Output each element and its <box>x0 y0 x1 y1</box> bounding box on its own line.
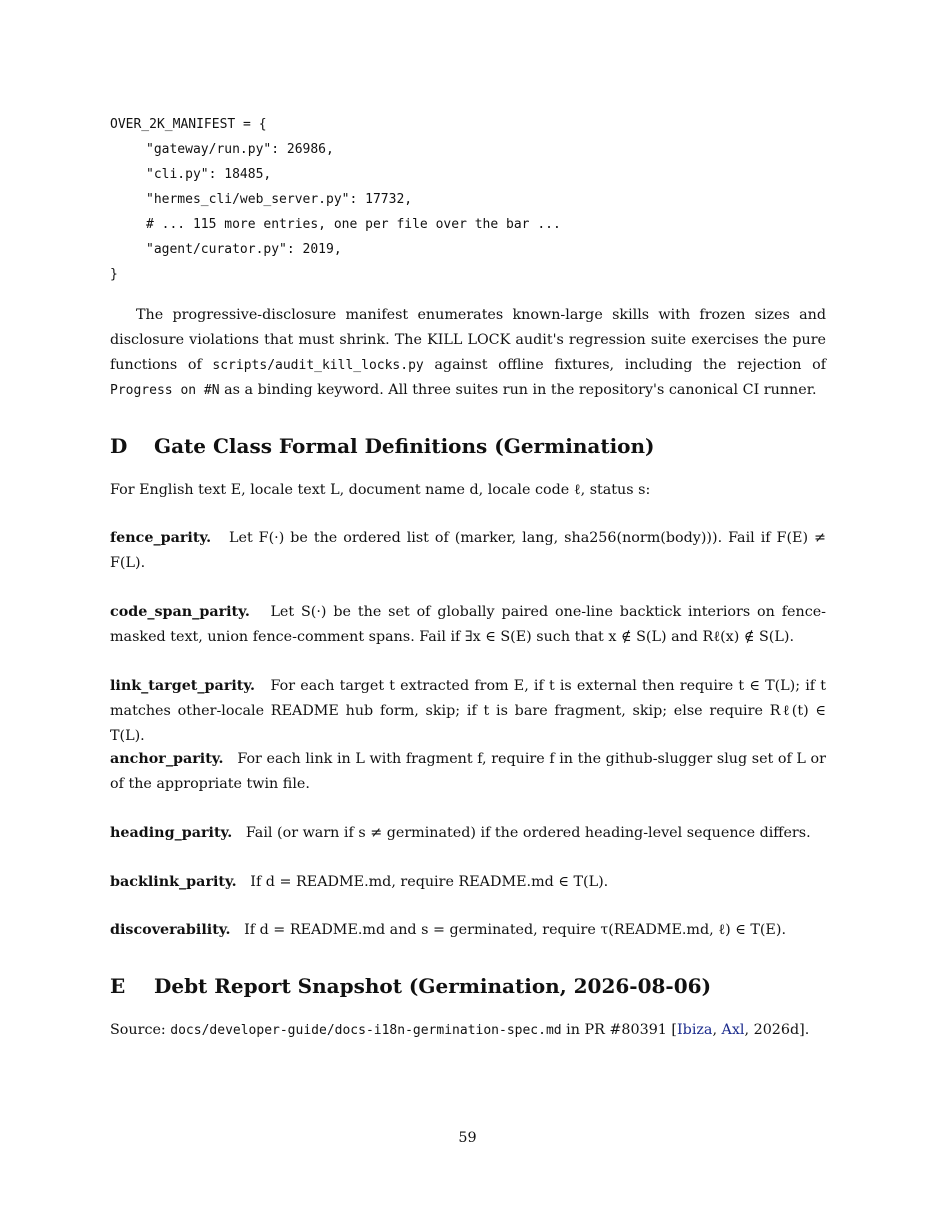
definition-body: For each link in L with fragment f, require f in the github-slugger slug set of L or of the appropriate twin file. <box>110 751 826 792</box>
section-d-heading <box>110 432 655 460</box>
intro-text: as a binding keyword. All three suites run in the repository's canonical CI runner. <box>219 382 817 398</box>
definition-term: anchor_parity. <box>110 751 224 767</box>
definition-term: link_target_parity. <box>110 678 256 694</box>
page-number: 59 <box>458 1130 477 1146</box>
definition-body: For each target t extracted from E, if t is external then require t ∈ T(L); if t matches other-locale README hub form, skip; if t is bare fragment, skip; else require Rℓ(t) ∈ T(L). <box>110 678 827 744</box>
code-line: "hermes_cli/web_server.py": 17732, <box>146 192 413 207</box>
definition-body: Let S(·) be the set of globally paired one-line backtick interiors on fence-masked text, union fence-comment spans. Fail if ∃x ∈ S(E) such that x ∉ S(L) and Rℓ(x) ∉ S(L). <box>110 604 826 645</box>
definition-backlink-parity <box>110 870 826 895</box>
manifest-code-block <box>110 112 561 287</box>
section-e-heading <box>110 972 711 1000</box>
code-line: "agent/curator.py": 2019, <box>146 242 342 257</box>
inline-code: Progress on #N <box>110 383 220 398</box>
definition-discoverability <box>110 918 826 943</box>
definition-term: fence_parity. <box>110 530 212 546</box>
source-text: in PR #80391 [ <box>561 1022 678 1038</box>
definition-term: heading_parity. <box>110 825 233 841</box>
intro-text: The progressive-disclosure manifest enumerates known-large skills with frozen sizes and disclosure violations that must shrink. The KILL LOCK audit's regression suite exercises the pure functions of <box>110 307 826 373</box>
citation-link[interactable]: Axl <box>721 1022 745 1038</box>
code-line: OVER_2K_MANIFEST = { <box>110 117 267 132</box>
section-number: D <box>110 434 128 458</box>
definition-body: Fail (or warn if s ≠ germinated) if the ordered heading-level sequence differs. <box>245 825 811 841</box>
definition-body: Let F(·) be the ordered list of (marker, lang, sha256(norm(body))). Fail if F(E) ≠ F(L). <box>110 530 826 571</box>
citation-year: , 2026d <box>744 1022 800 1038</box>
intro-paragraph <box>110 303 826 403</box>
definition-body: If d = README.md, require README.md ∈ T(L). <box>250 874 609 890</box>
section-title: Gate Class Formal Definitions (Germination) <box>154 434 655 458</box>
source-path: docs/developer-guide/docs-i18n-germination-spec.md <box>170 1023 562 1038</box>
definition-link-target-parity <box>110 674 826 749</box>
definitions-lead: For English text E, locale text L, document name d, locale code ℓ, status s: <box>110 482 651 498</box>
definition-term: discoverability. <box>110 922 231 938</box>
source-paragraph: Source: docs/developer-guide/docs-i18n-germination-spec.md in PR #80391 [Ibiza, Axl, 2026d]. <box>110 1022 810 1038</box>
definition-fence-parity <box>110 526 826 576</box>
intro-text: against offline fixtures, including the rejection of <box>423 357 826 373</box>
code-line: "gateway/run.py": 26986, <box>146 142 334 157</box>
definition-term: backlink_parity. <box>110 874 237 890</box>
definition-anchor-parity <box>110 747 826 797</box>
definition-code-span-parity <box>110 600 826 650</box>
code-line: } <box>110 267 118 282</box>
section-title: Debt Report Snapshot (Germination, 2026-08-06) <box>154 974 712 998</box>
citation-link[interactable]: Ibiza <box>677 1022 713 1038</box>
definition-heading-parity <box>110 821 826 846</box>
section-number: E <box>110 974 126 998</box>
definition-body: If d = README.md and s = germinated, require τ(README.md, ℓ) ∈ T(E). <box>244 922 786 938</box>
definition-term: code_span_parity. <box>110 604 250 620</box>
code-line: "cli.py": 18485, <box>146 167 272 182</box>
source-label: Source: <box>110 1022 171 1038</box>
inline-code: scripts/audit_kill_locks.py <box>212 358 424 373</box>
code-line: # ... 115 more entries, one per file over the bar ... <box>146 217 561 232</box>
